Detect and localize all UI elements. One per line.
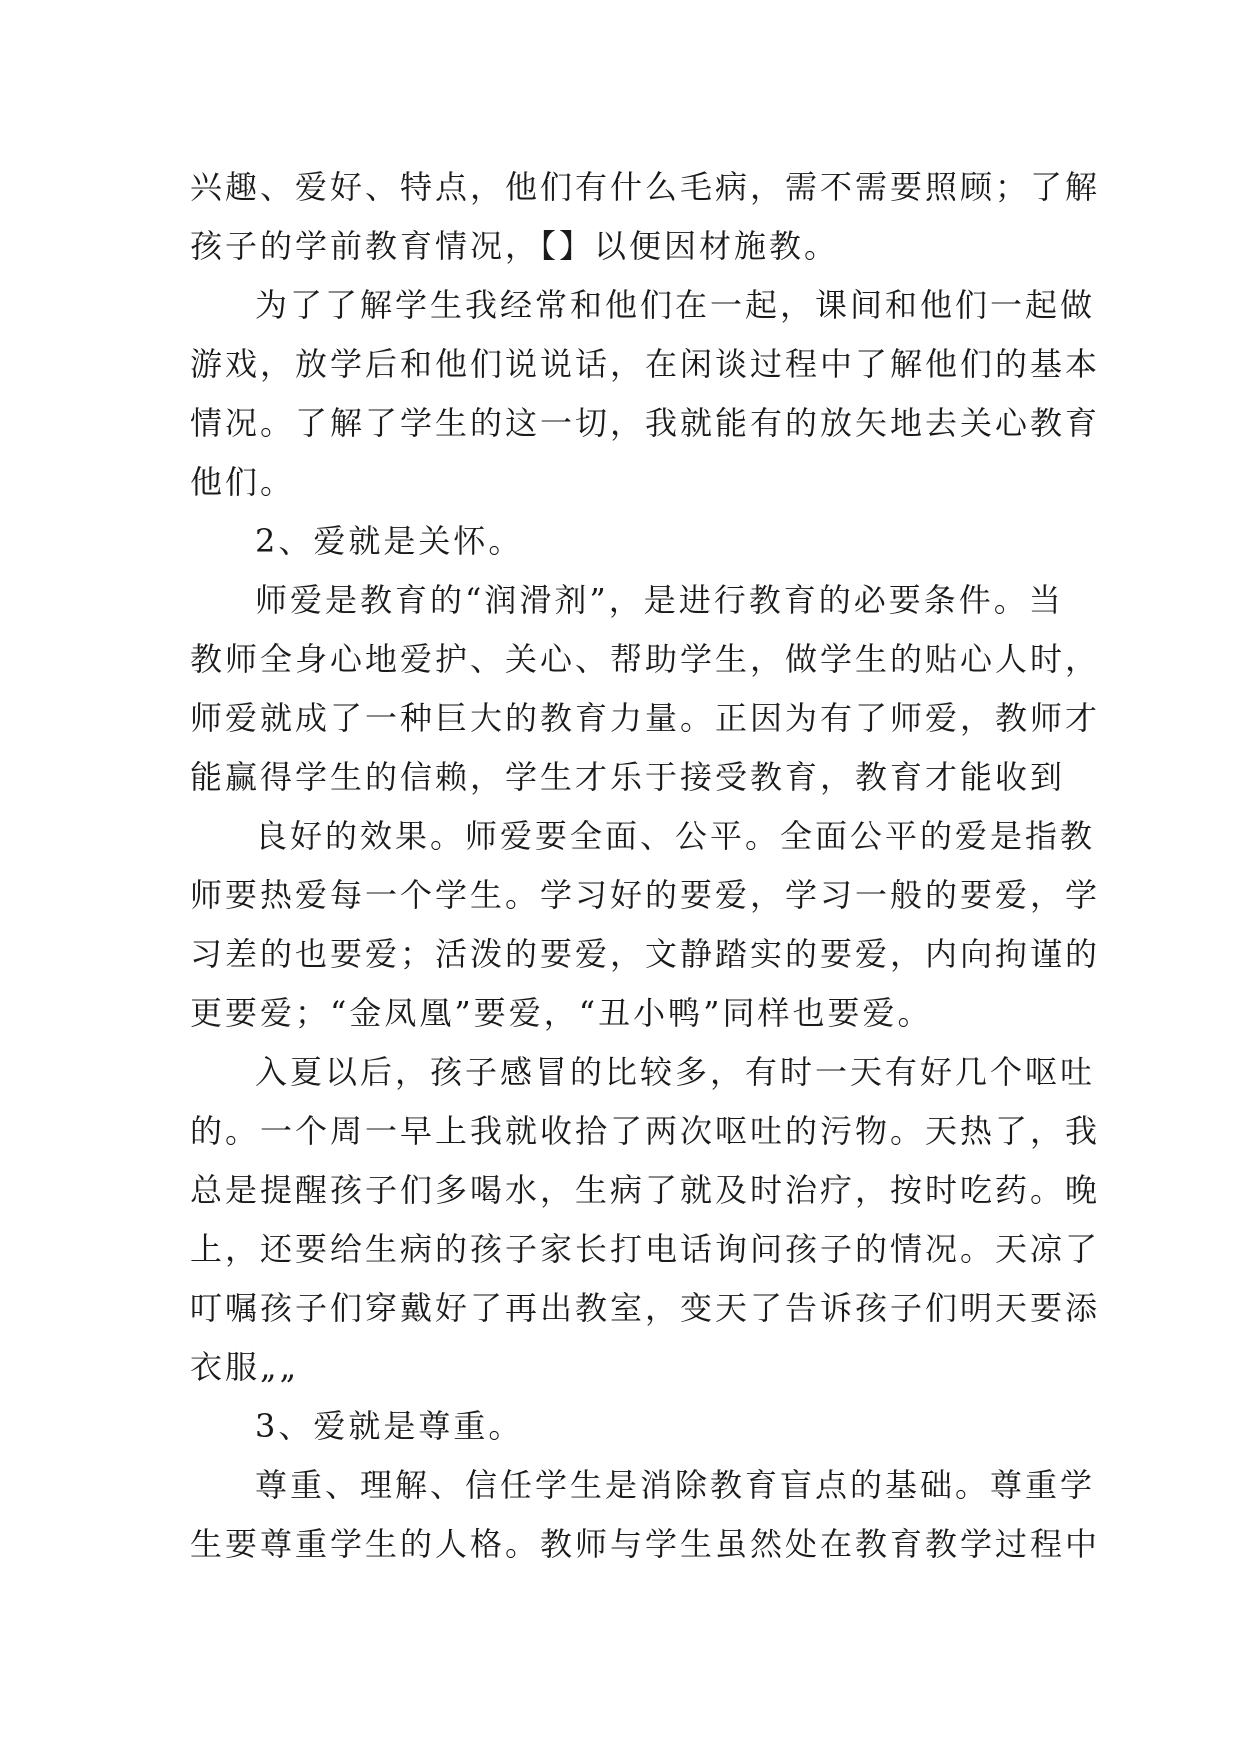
text-line: 叮嘱孩子们穿戴好了再出教室，变天了告诉孩子们明天要添 [190, 1289, 1101, 1327]
text-line: 尊重、理解、信任学生是消除教育盲点的基础。尊重学 [255, 1466, 1096, 1504]
body-text [190, 158, 1101, 1574]
text-line: 能赢得学生的信赖，学生才乐于接受教育，教育才能收到 [190, 758, 1066, 796]
text-line: 孩子的学前教育情况，【】以便因材施教。 [190, 227, 840, 265]
text-line: 教师全身心地爱护、关心、帮助学生，做学生的贴心人时， [190, 640, 1101, 678]
section-heading: 3、爱就是尊重。 [255, 1407, 524, 1445]
text-line: 情况。了解了学生的这一切，我就能有的放矢地去关心教育 [190, 404, 1101, 442]
text-line: 兴趣、爱好、特点，他们有什么毛病，需不需要照顾；了解 [190, 168, 1101, 206]
text-line: 师要热爱每一个学生。学习好的要爱，学习一般的要爱，学 [190, 876, 1101, 914]
text-line: 生要尊重学生的人格。教师与学生虽然处在教育教学过程中 [190, 1525, 1101, 1563]
section-heading: 2、爱就是关怀。 [255, 522, 524, 560]
text-line: 的。一个周一早上我就收拾了两次呕吐的污物。天热了，我 [190, 1112, 1101, 1150]
text-line: 他们。 [190, 463, 296, 501]
text-line: 更要爱；“金凤凰”要爱，“丑小鸭”同样也要爱。 [190, 994, 933, 1032]
text-line: 习差的也要爱；活泼的要爱，文静踏实的要爱，内向拘谨的 [190, 935, 1101, 973]
text-line: 总是提醒孩子们多喝水，生病了就及时治疗，按时吃药。晚 [190, 1171, 1101, 1209]
text-line: 良好的效果。师爱要全面、公平。全面公平的爱是指教 [255, 817, 1096, 855]
text-line: 上，还要给生病的孩子家长打电话询问孩子的情况。天凉了 [190, 1230, 1101, 1268]
text-line: 师爱就成了一种巨大的教育力量。正因为有了师爱，教师才 [190, 699, 1101, 737]
text-line: 为了了解学生我经常和他们在一起，课间和他们一起做 [255, 286, 1096, 324]
text-line: 师爱是教育的“润滑剂”，是进行教育的必要条件。当 [255, 581, 1064, 619]
text-line: 游戏，放学后和他们说说话，在闲谈过程中了解他们的基本 [190, 345, 1101, 383]
text-line: 衣服„„ [190, 1348, 300, 1386]
text-line: 入夏以后，孩子感冒的比较多，有时一天有好几个呕吐 [255, 1053, 1096, 1091]
